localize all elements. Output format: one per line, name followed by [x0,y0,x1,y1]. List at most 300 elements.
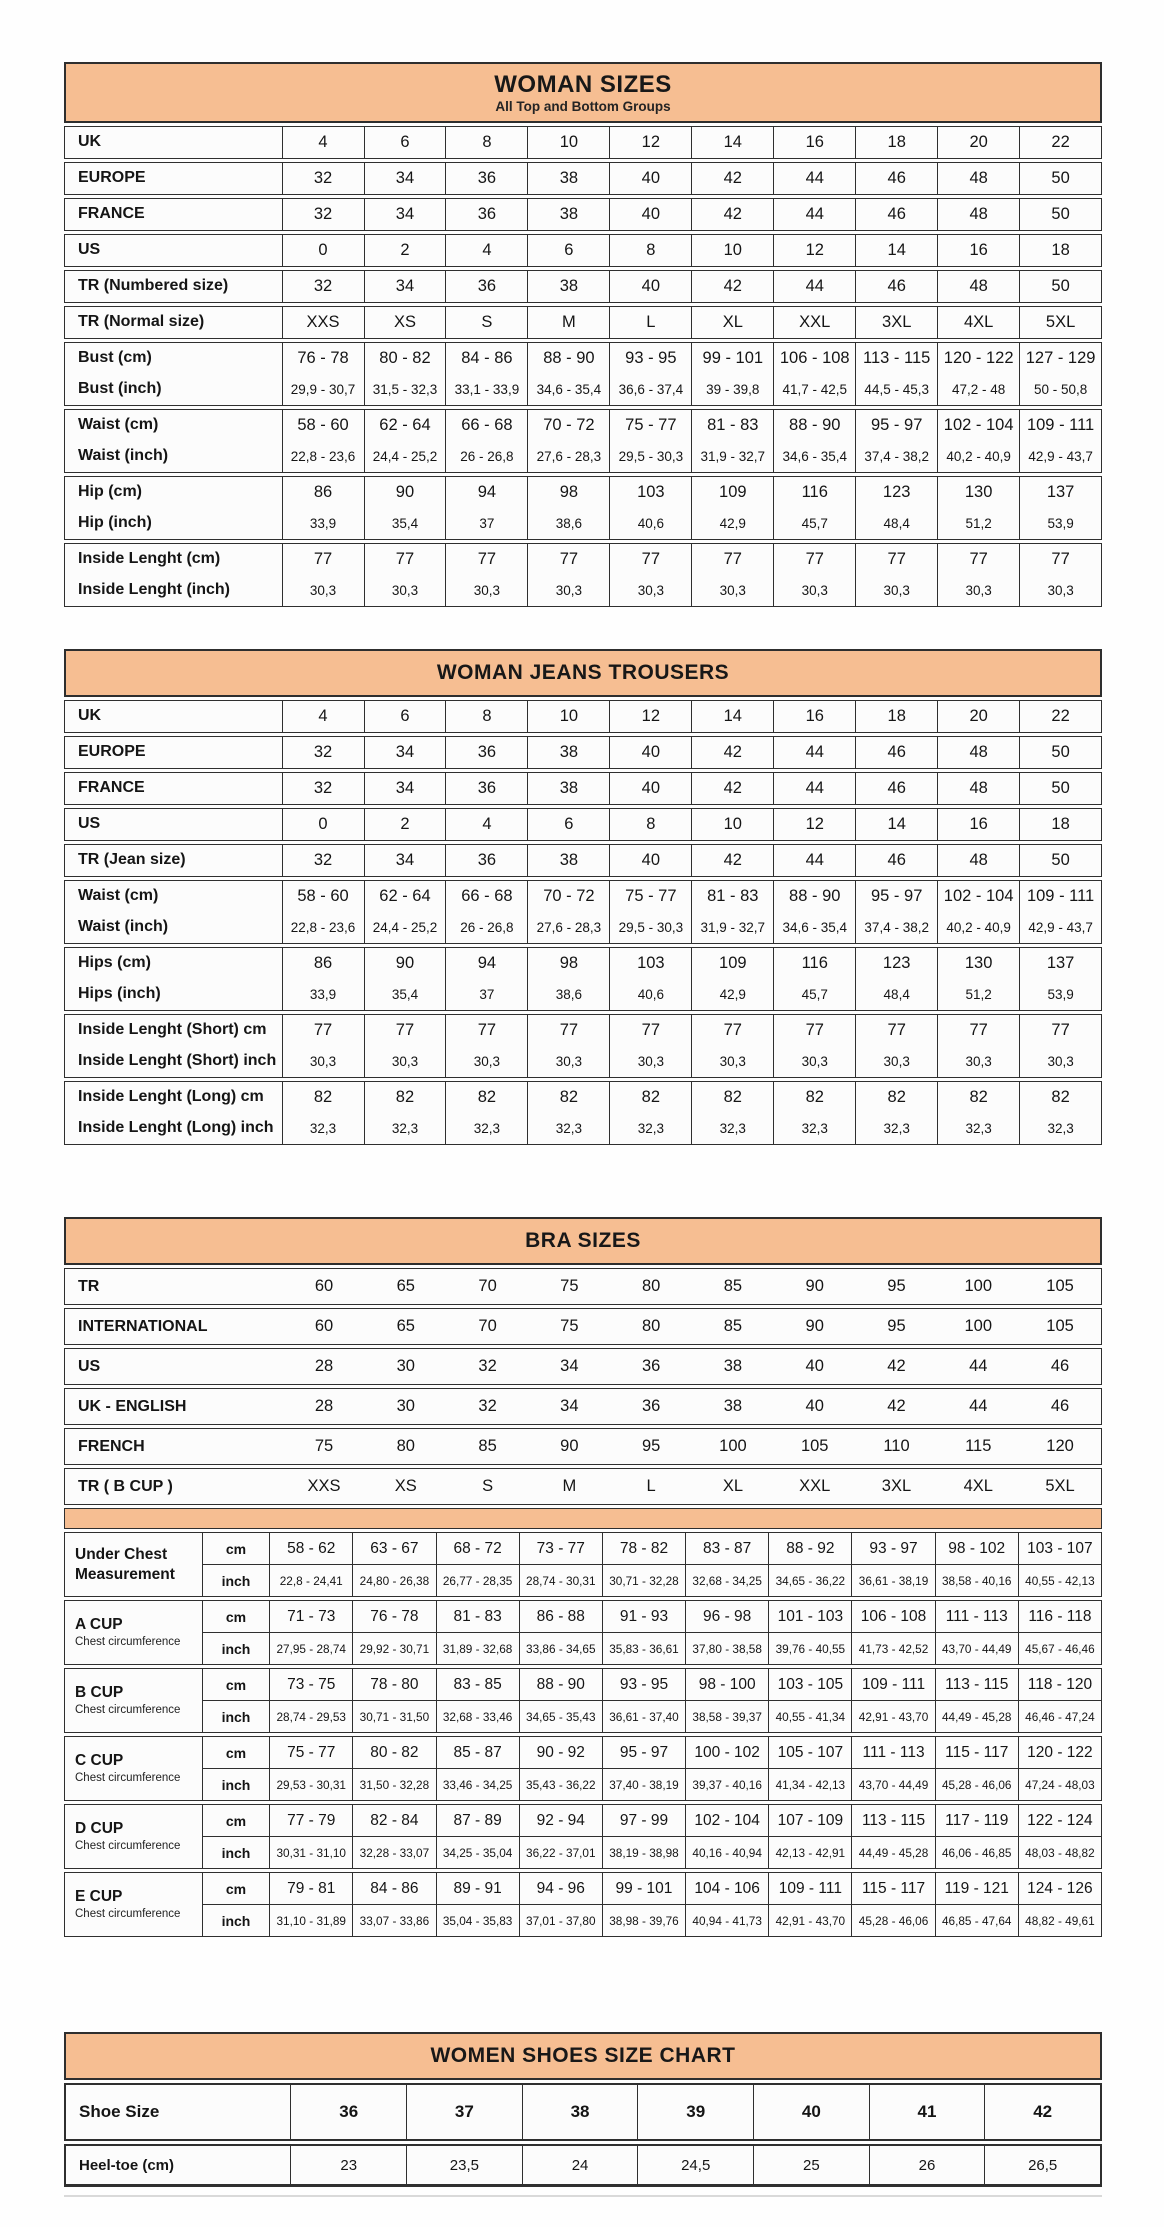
row-label-cm: Hip (cm) [78,483,142,501]
size-value-pair [774,343,856,405]
value-cm: 77 [887,549,906,568]
size-value: 36 [446,845,528,876]
size-value-pair [1020,544,1101,606]
value-inch: 30,3 [965,1053,992,1069]
size-value: 16 [774,127,856,158]
size-value-pair [856,544,938,606]
value-cm: 77 [313,1020,333,1039]
row-label [65,544,283,606]
size-value: 36 [446,271,528,302]
value-inch: 45,67 - 46,46 [1025,1641,1095,1656]
inch-line [203,1701,1101,1732]
value-cm: 130 [964,953,993,972]
size-value: 85 [723,1277,743,1296]
size-value-pair [283,881,365,943]
row-label [65,343,283,405]
table-row [64,270,1102,303]
table-row [64,844,1102,877]
value-inch: 32,3 [473,1120,501,1136]
size-value: 42 [1033,2102,1053,2122]
value-inch: 36,6 - 37,4 [618,381,684,397]
cup-subtitle: Chest circumference [75,1635,181,1648]
size-value-pair [1020,1082,1101,1144]
size-value-pair [528,343,610,405]
value-inch: 40,6 [637,515,664,531]
value-inch: 22,8 - 24,41 [270,1565,353,1596]
size-value-pair [283,410,365,472]
size-value: 80 [396,1437,415,1456]
row-label: TR (Numbered size) [65,271,283,302]
size-value: 40 [610,737,692,768]
row-label: FRENCH [78,1437,145,1455]
size-value: 37 [407,2085,523,2139]
value-inch: 40,16 - 40,94 [686,1837,769,1868]
table-row [64,198,1102,231]
size-value-pair [610,1082,692,1144]
shoes-size-header [64,2032,1102,2080]
value-inch: 32,3 [801,1120,828,1136]
value-inch: 31,9 - 32,7 [700,919,766,935]
value-cm: 79 - 81 [270,1873,353,1904]
value-cm: 87 - 89 [437,1805,520,1836]
size-value: 24 [523,2146,639,2184]
size-value: 14 [856,235,938,266]
cup-subtitle: Chest circumference [75,1771,181,1784]
value-cm: 82 [723,1087,742,1106]
size-value: 28 [314,1357,334,1376]
size-value-pair [446,544,528,606]
value-inch: 30,3 [1047,582,1074,598]
table-row [64,543,1102,607]
size-value-pair [528,410,610,472]
row-label: TR [78,1277,100,1295]
value-inch: 44,5 - 45,3 [864,381,929,397]
table-row [64,1736,1102,1801]
value-inch: 48,4 [883,515,910,531]
size-value: 42 [887,1357,906,1376]
size-value-pair [938,948,1020,1010]
value-inch: 26 - 26,8 [460,448,514,464]
cup-body [203,1873,1101,1936]
size-value: XXL [774,307,856,338]
value-cm: 77 [559,549,579,568]
value-inch: 35,4 [391,986,419,1002]
value-inch: 24,4 - 25,2 [372,919,438,935]
size-value: M [528,307,610,338]
table-row [64,808,1102,841]
row-label: EUROPE [65,737,283,768]
size-value: 24,5 [638,2146,754,2184]
value-inch: 34,6 - 35,4 [782,448,848,464]
size-value: 5XL [1045,1477,1075,1496]
size-value: 42 [692,271,774,302]
row-label [65,1082,283,1144]
table-row [64,1081,1102,1145]
cup-subtitle: Chest circumference [75,1907,181,1920]
size-value: 90 [805,1317,824,1336]
value-inch: 45,28 - 46,06 [852,1905,935,1936]
value-cm: 103 - 107 [1027,1539,1093,1557]
value-cm: 82 [969,1087,988,1106]
value-cm: 98 - 100 [686,1669,769,1700]
value-cm: 98 - 102 [936,1533,1019,1564]
value-cm: 81 - 83 [437,1601,520,1632]
value-inch: 29,53 - 30,31 [270,1769,353,1800]
size-value: 12 [610,127,692,158]
unit-label-cm: cm [203,1533,270,1564]
woman-sizes-body [64,126,1102,607]
size-value: 65 [396,1317,415,1336]
size-value: 4 [283,127,365,158]
value-inch: 43,70 - 44,49 [936,1633,1019,1664]
size-value-pair [1020,1015,1101,1077]
value-cm: 109 - 111 [1026,415,1095,434]
table-row [64,1268,1102,1305]
value-inch: 40,94 - 41,73 [686,1905,769,1936]
size-value-pair [774,544,856,606]
value-inch: 39 - 39,8 [706,381,760,397]
size-value: 16 [774,701,856,732]
size-value-pair [692,1015,774,1077]
size-value: 115 [965,1437,992,1456]
value-inch: 29,5 - 30,3 [618,919,684,935]
value-inch: 30,3 [391,1053,419,1069]
row-label-inch: Inside Lenght (Short) inch [78,1052,277,1070]
value-inch: 38,19 - 38,98 [603,1837,686,1868]
cup-label [65,1805,203,1868]
bra-sizes-body [64,1268,1102,1937]
value-inch: 39,37 - 40,16 [686,1769,769,1800]
size-value-pair [283,343,365,405]
table-title: BRA SIZES [525,1228,641,1252]
value-inch: 22,8 - 23,6 [290,448,356,464]
size-value-pair [938,410,1020,472]
size-value: 48 [938,163,1020,194]
value-inch: 27,6 - 28,3 [536,919,602,935]
value-cm: 116 - 118 [1028,1607,1092,1625]
size-value-pair [692,410,774,472]
size-value-pair [1020,477,1101,539]
size-value: 70 [478,1277,497,1296]
size-value: 32 [283,199,365,230]
size-value: 36 [446,737,528,768]
table-row [64,736,1102,769]
size-value-pair [446,477,528,539]
value-inch: 37,40 - 38,19 [603,1769,686,1800]
value-inch: 29,9 - 30,7 [290,381,356,397]
size-value: 44 [774,737,856,768]
value-cm: 116 [801,482,828,501]
value-inch: 32,3 [555,1120,583,1136]
size-value: 44 [774,271,856,302]
size-value-pair [610,544,692,606]
size-value-pair [365,881,447,943]
value-inch: 43,70 - 44,49 [852,1769,935,1800]
size-value: S [482,1477,494,1496]
value-cm: 83 - 87 [686,1533,769,1564]
value-inch: 51,2 [965,515,992,531]
cup-label [65,1533,203,1596]
value-inch: 30,3 [555,1053,583,1069]
value-cm: 58 - 60 [297,415,349,434]
size-value-pair [528,948,610,1010]
size-value: 4XL [938,307,1020,338]
size-value: 42 [887,1397,906,1416]
value-cm: 85 - 87 [437,1737,520,1768]
value-inch: 30,3 [473,582,501,598]
value-cm: 106 - 108 [779,348,850,367]
size-value-pair [446,881,528,943]
row-label-inch: Waist (inch) [78,447,169,465]
value-cm: 96 - 98 [686,1601,769,1632]
size-value: 50 [1051,168,1070,187]
value-cm: 76 - 78 [297,348,349,367]
size-value: 0 [283,235,365,266]
cm-line [203,1533,1101,1565]
value-cm: 102 - 104 [943,886,1014,905]
size-value: 95 [887,1277,906,1296]
size-value: 25 [754,2146,870,2184]
size-value: 34 [560,1357,579,1376]
size-value: 36 [446,773,528,804]
cup-subtitle: Chest circumference [75,1703,181,1716]
value-cm: 86 [313,953,333,972]
value-inch: 28,74 - 30,31 [520,1565,603,1596]
size-value-pair [365,1015,447,1077]
size-value-pair [692,477,774,539]
size-value: 2 [365,235,447,266]
table-row [64,880,1102,944]
size-value: 48 [938,737,1020,768]
size-value-pair [365,948,447,1010]
size-value: 40 [610,271,692,302]
size-value: 46 [1050,1397,1070,1416]
cup-title: B CUP [75,1684,124,1702]
row-label-inch: Bust (inch) [78,380,162,398]
value-cm: 66 - 68 [461,415,513,434]
size-value: 44 [774,199,856,230]
value-inch: 33,9 [309,986,337,1002]
size-value: 48 [938,271,1020,302]
value-inch: 42,9 [719,986,746,1002]
value-inch: 46,46 - 47,24 [1025,1709,1095,1724]
table-row [64,1804,1102,1869]
size-value: 38 [528,845,610,876]
size-value: 38 [528,271,610,302]
value-cm: 118 - 120 [1027,1675,1093,1693]
size-value-pair [365,544,447,606]
size-value: 46 [1050,1357,1070,1376]
size-value: 3XL [881,1477,912,1496]
size-value: 75 [560,1317,579,1336]
value-cm: 88 - 90 [789,886,841,905]
table-row [64,476,1102,540]
size-value: 38 [528,199,610,230]
value-inch: 32,3 [965,1120,992,1136]
size-value: 36 [446,163,528,194]
value-cm: 109 - 111 [852,1669,935,1700]
value-inch: 35,83 - 36,61 [603,1633,686,1664]
size-value: 34 [365,199,447,230]
inch-line [203,1565,1101,1596]
value-inch: 40,2 - 40,9 [946,919,1011,935]
value-inch: 30,3 [309,1053,337,1069]
row-label-cm: Inside Lenght (Short) cm [78,1021,267,1039]
size-value: 10 [528,701,610,732]
value-inch: 32,68 - 34,25 [686,1565,769,1596]
value-inch: 40,2 - 40,9 [946,448,1011,464]
value-cm: 113 - 115 [936,1669,1019,1700]
size-value: 20 [938,127,1020,158]
row-label [65,948,283,1010]
value-cm: 119 - 121 [936,1873,1019,1904]
inch-line [203,1837,1101,1868]
table-row [64,2144,1102,2187]
value-cm: 97 - 99 [603,1805,686,1836]
size-value: XS [394,1477,417,1496]
value-inch: 32,3 [637,1120,664,1136]
size-value: 44 [774,163,856,194]
size-value: 38 [528,163,610,194]
value-cm: 84 - 86 [353,1873,436,1904]
value-cm: 82 [887,1087,906,1106]
value-inch: 30,71 - 31,50 [353,1701,436,1732]
size-value: 75 [314,1437,334,1456]
value-inch: 51,2 [965,986,992,1002]
table-row [64,1532,1102,1597]
size-value: 36 [641,1357,661,1376]
cup-label [65,1873,203,1936]
value-inch: 35,04 - 35,83 [437,1905,520,1936]
size-value: 60 [314,1317,334,1336]
size-value-pair [446,948,528,1010]
value-cm: 77 [641,549,661,568]
size-value: 10 [692,235,774,266]
row-label: UK - ENGLISH [78,1397,187,1415]
size-value: 70 [478,1317,497,1336]
row-label-inch: Hips (inch) [78,985,161,1003]
value-inch: 28,74 - 29,53 [270,1701,353,1732]
value-cm: 77 - 79 [270,1805,353,1836]
value-cm: 88 - 90 [543,348,595,367]
value-cm: 94 [477,953,497,972]
cup-body [203,1669,1101,1732]
size-value-pair [774,477,856,539]
value-inch: 32,3 [1047,1120,1074,1136]
size-value: 12 [774,809,856,840]
value-inch: 26,77 - 28,35 [437,1565,520,1596]
size-value: 32 [283,271,365,302]
size-value: 6 [528,235,610,266]
value-inch: 30,3 [1047,1053,1074,1069]
size-value: 28 [314,1397,334,1416]
value-cm: 99 - 101 [702,348,764,367]
table-row [64,1668,1102,1733]
size-value: 42 [692,737,774,768]
value-inch: 32,28 - 33,07 [353,1837,436,1868]
size-value: XXS [307,1477,341,1496]
value-cm: 109 [719,953,747,972]
value-inch: 34,6 - 35,4 [782,919,848,935]
value-cm: 78 - 80 [353,1669,436,1700]
value-inch: 45,28 - 46,06 [936,1769,1019,1800]
value-inch: 34,65 - 35,43 [520,1701,603,1732]
table-row [64,1308,1102,1345]
value-inch: 47,2 - 48 [952,381,1006,397]
value-cm: 115 - 117 [852,1873,935,1904]
value-cm: 77 [723,1020,742,1039]
value-cm: 77 [1051,549,1070,568]
value-inch: 37 [479,515,495,531]
size-value-pair [938,544,1020,606]
cup-title: E CUP [75,1888,123,1906]
value-cm: 123 [882,482,911,501]
value-inch: 38,58 - 39,37 [686,1701,769,1732]
value-inch: 36,22 - 37,01 [520,1837,603,1868]
size-value: 40 [610,199,692,230]
size-value: 30 [396,1357,415,1376]
shoes-size-body [64,2083,1102,2187]
size-value: 0 [283,809,365,840]
value-inch: 34,65 - 36,22 [769,1565,852,1596]
size-value-pair [610,343,692,405]
size-value-pair [610,477,692,539]
size-value: 23 [291,2146,407,2184]
table-row [64,2083,1102,2141]
value-inch: 31,50 - 32,28 [353,1769,436,1800]
table-row [64,1468,1102,1505]
size-value-pair [365,1082,447,1144]
value-inch: 40,55 - 41,34 [769,1701,852,1732]
row-label: US [65,235,283,266]
value-cm: 77 [477,549,497,568]
table-row [64,234,1102,267]
value-cm: 130 [964,482,993,501]
size-value: 105 [1046,1317,1074,1336]
value-inch: 37,4 - 38,2 [864,919,929,935]
value-cm: 124 - 126 [1027,1879,1093,1897]
cm-line [203,1873,1101,1905]
size-value-pair [938,343,1020,405]
size-value-pair [365,410,447,472]
value-cm: 98 [559,953,579,972]
size-value-pair [856,343,938,405]
cm-line [203,1805,1101,1837]
value-cm: 81 - 83 [707,886,759,905]
size-value: 36 [446,199,528,230]
value-inch: 30,3 [801,582,828,598]
size-value-pair [283,477,365,539]
cup-title: A CUP [75,1616,123,1634]
row-label-cm: Waist (cm) [78,416,159,434]
size-value: 40 [610,163,692,194]
size-value: 41 [870,2085,986,2139]
size-value: 8 [610,235,692,266]
cup-title: Under Chest Measurement [75,1546,175,1583]
size-value-pair [856,1082,938,1144]
value-cm: 80 - 82 [379,348,431,367]
size-value-pair [365,477,447,539]
value-cm: 83 - 85 [437,1669,520,1700]
bra-sizes-table [64,1217,1102,1937]
size-value-pair [938,477,1020,539]
row-label-cm: Inside Lenght (cm) [78,550,221,568]
size-value: 90 [805,1277,824,1296]
row-label: US [78,1357,101,1375]
size-value-pair [283,544,365,606]
size-value: XXL [799,1477,831,1496]
value-cm: 62 - 64 [379,415,431,434]
